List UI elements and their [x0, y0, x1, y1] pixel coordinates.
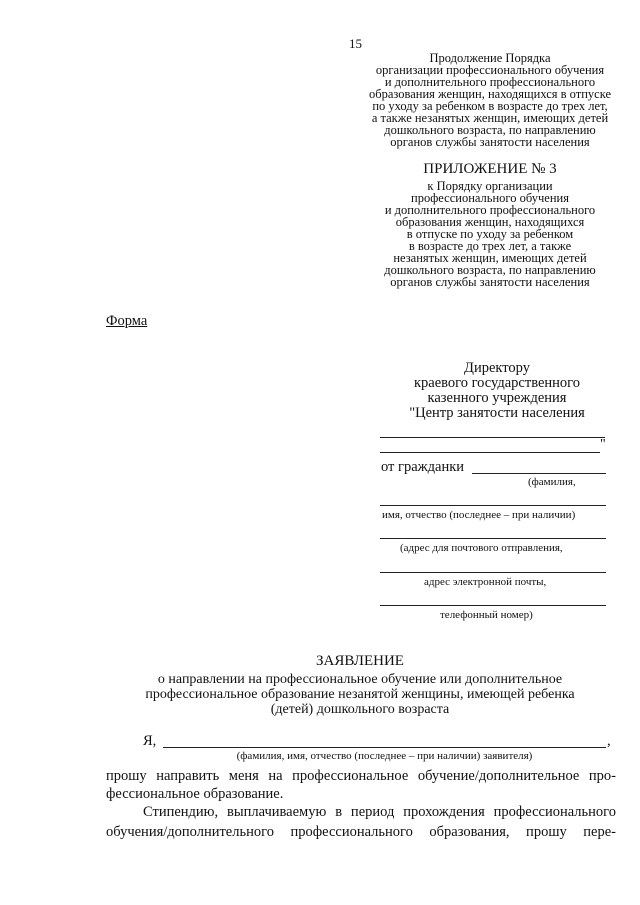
appendix-line: органов службы занятости населения [390, 275, 590, 289]
continuation-line: органов службы занятости населения [390, 135, 590, 149]
address-hint: (адрес для почтового отправления, [400, 542, 563, 554]
form-label: Форма [106, 313, 148, 329]
paragraph-2-line-2: обучения/дополнительного профессионального образования, прошу пере- [106, 824, 616, 840]
paragraph-2-line-1: Стипендию, выплачиваемую в период прохождения профессионального [143, 804, 616, 820]
phone-field[interactable] [380, 605, 606, 606]
applicant-name-field[interactable] [163, 747, 606, 748]
address-field[interactable] [380, 538, 606, 539]
addressee-line: "Центр занятости населения [409, 405, 585, 421]
continuation-line: дошкольного возраста, по направлению [384, 123, 596, 137]
statement-title: ЗАЯВЛЕНИЕ [316, 653, 404, 669]
appendix-line: образования женщин, находящихся [395, 215, 585, 229]
applicant-hint: (фамилия, имя, отчество (последнее – при наличии) заявителя) [236, 750, 533, 762]
addressee-line: краевого государственного [413, 375, 581, 391]
from-label: от гражданки [381, 459, 465, 475]
subtitle-line: профессиональное образование незанятой женщины, имеющей ребенка [145, 687, 575, 702]
page-number: 15 [349, 36, 362, 51]
email-field[interactable] [380, 572, 606, 573]
name-hint: имя, отчество (последнее – при наличии) [382, 509, 576, 521]
appendix-line: незанятых женщин, имеющих детей [393, 251, 587, 265]
center-name-blank[interactable] [380, 452, 600, 453]
name-field[interactable] [380, 505, 606, 506]
appendix-line: профессионального обучения [411, 191, 569, 205]
appendix-line: дошкольного возраста, по направлению [384, 263, 596, 277]
subtitle-line: (детей) дошкольного возраста [270, 702, 450, 717]
closing-quote: " [600, 437, 606, 452]
phone-hint: телефонный номер) [440, 609, 533, 621]
paragraph-1-line-1: прошу направить меня на профессиональное обучение/дополнительное про- [106, 768, 616, 784]
appendix-line: в отпуске по уходу за ребенком [406, 227, 574, 241]
appendix-body [340, 180, 640, 288]
i-comma: , [607, 733, 611, 749]
i-label: Я, [143, 733, 157, 749]
appendix-line: к Порядку организации [427, 179, 553, 193]
continuation-line: по уходу за ребенком в возрасте до трех лет, [372, 99, 608, 113]
paragraph-1-line-2: фессиональное образование. [106, 786, 284, 802]
email-hint: адрес электронной почты, [424, 576, 547, 588]
continuation-line: образования женщин, находящихся в отпуске [368, 87, 612, 101]
addressee-line: казенного учреждения [427, 390, 567, 406]
continuation-header [340, 52, 640, 148]
appendix-line: в возрасте до трех лет, а также [408, 239, 572, 253]
continuation-line: и дополнительного профессионального [384, 75, 596, 89]
addressee-line: Директору [464, 360, 530, 376]
appendix-line: и дополнительного профессионального [384, 203, 596, 217]
continuation-line: Продолжение Порядка [429, 51, 551, 65]
addressee-block [392, 361, 602, 421]
statement-subtitle [100, 672, 620, 717]
center-name-blank[interactable] [380, 437, 605, 438]
subtitle-line: о направлении на профессиональное обучение или дополнительное [157, 672, 563, 687]
continuation-line: организации профессионального обучения [375, 63, 605, 77]
surname-hint: (фамилия, [528, 476, 576, 488]
appendix-title: ПРИЛОЖЕНИЕ № 3 [423, 161, 557, 177]
surname-field[interactable] [472, 473, 606, 474]
continuation-line: а также незанятых женщин, имеющих детей [371, 111, 609, 125]
